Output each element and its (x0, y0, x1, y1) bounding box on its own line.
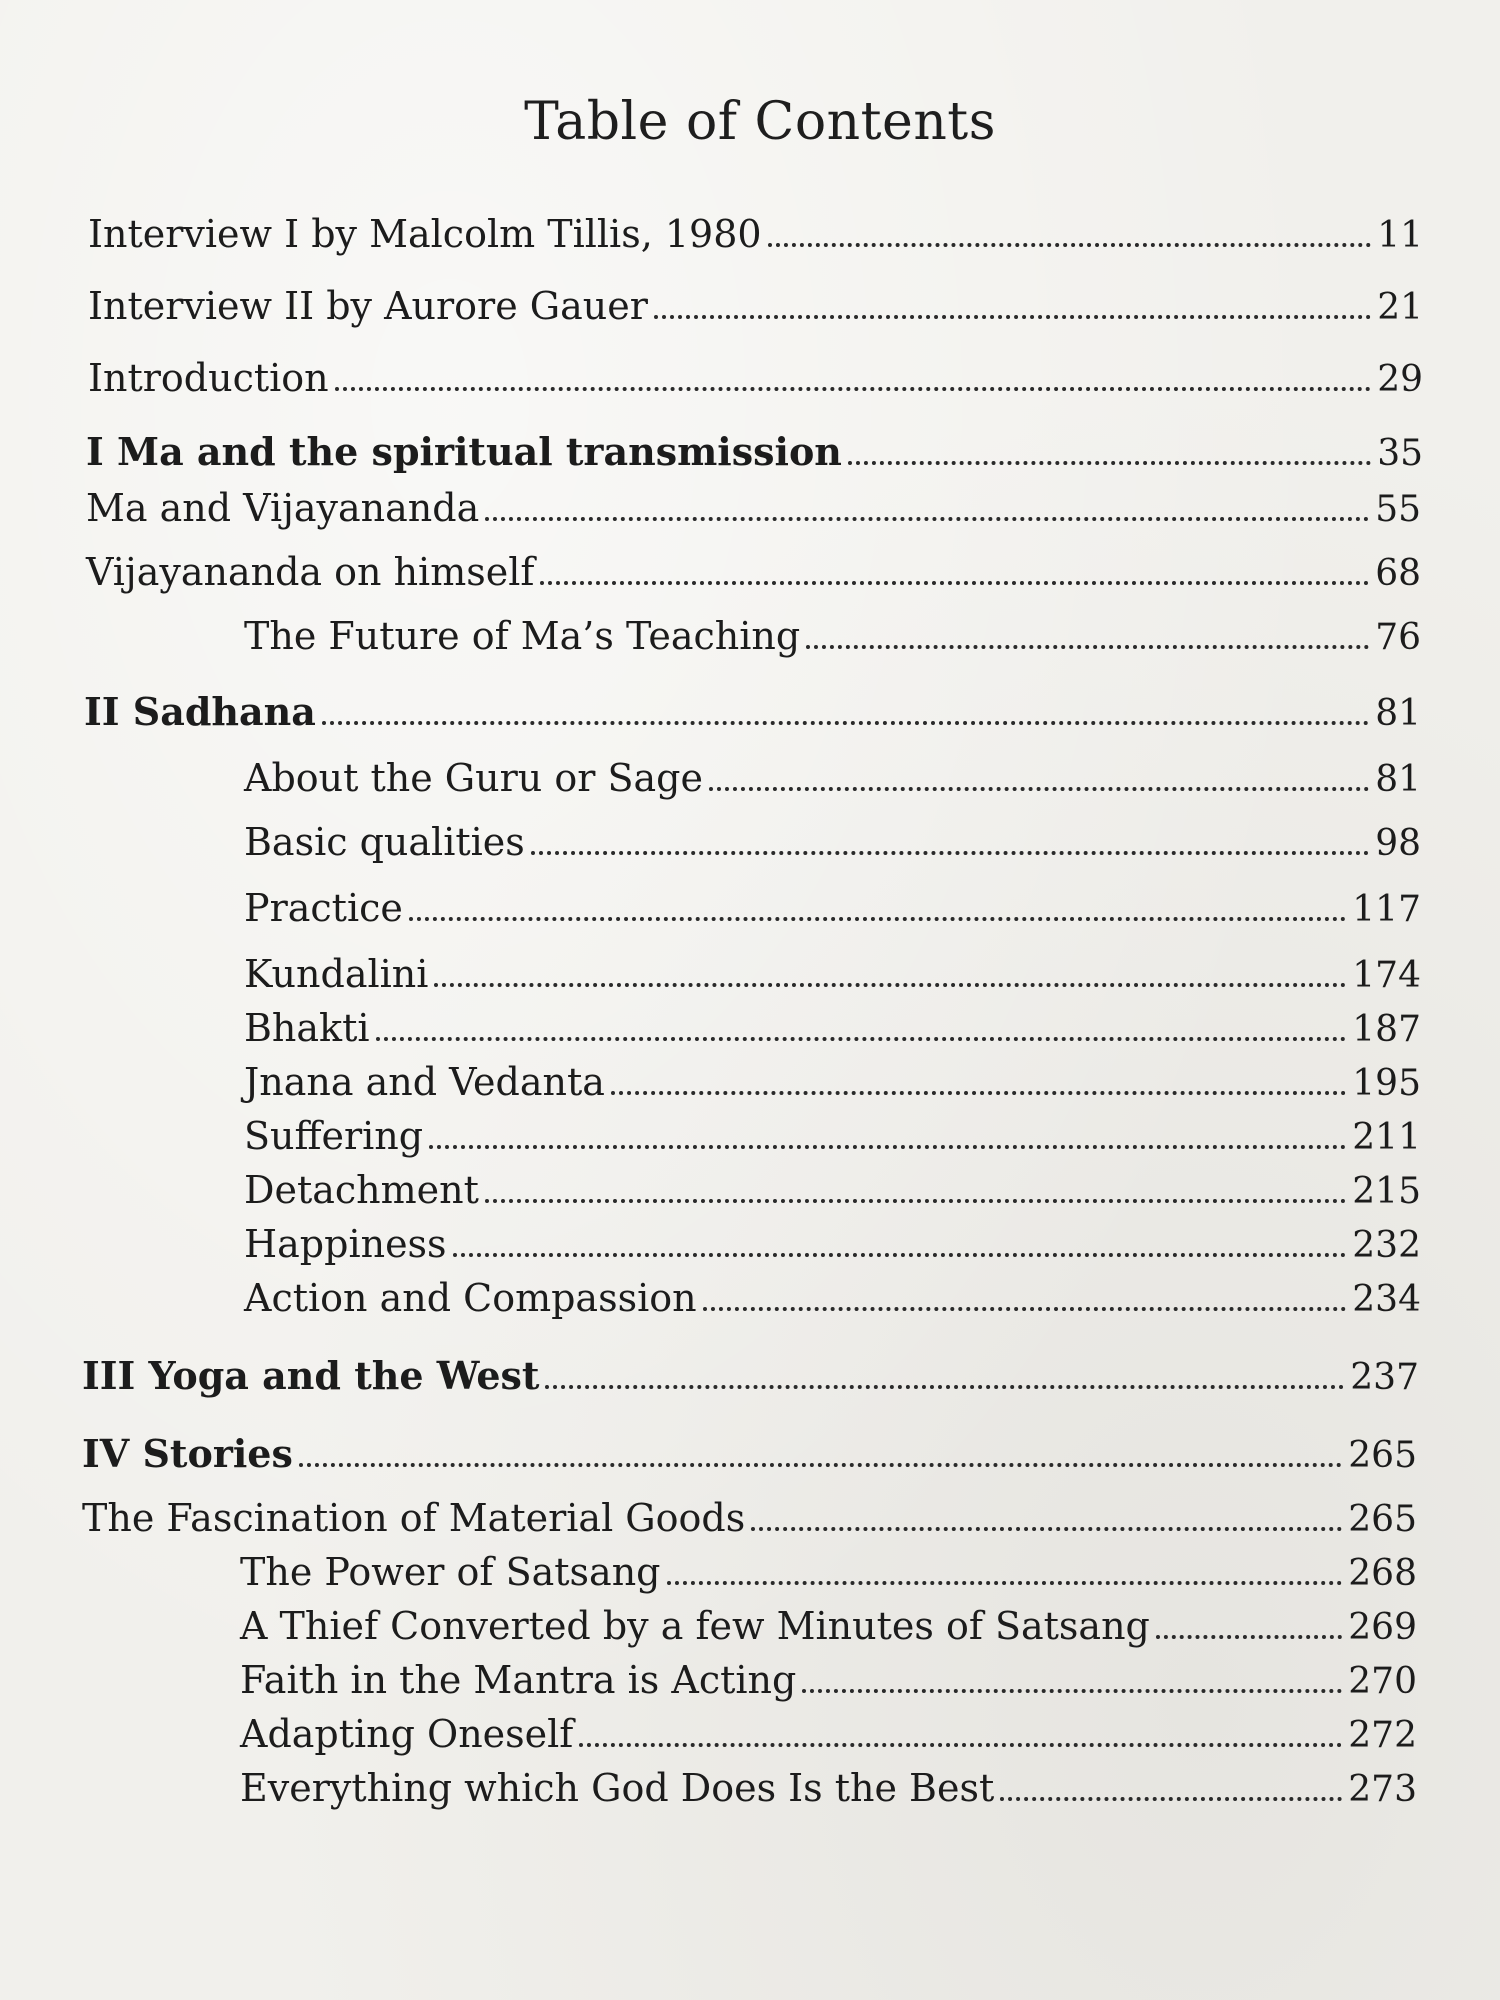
toc-subentry[interactable] (240, 1546, 1417, 1598)
toc-page-number: 68 (1375, 553, 1421, 594)
toc-entry-label: The Fascination of Material Goods (82, 1496, 746, 1540)
toc-entry-label: Kundalini (244, 952, 429, 996)
toc-entry[interactable] (88, 208, 1423, 260)
toc-entry-label: The Future of Ma’s Teaching (244, 614, 801, 658)
toc-subentry[interactable] (244, 1110, 1421, 1162)
toc-subentry[interactable] (244, 882, 1421, 934)
toc-entry-label: The Power of Satsang (240, 1550, 661, 1594)
toc-dot-leader (545, 1385, 1344, 1389)
toc-entry-label: Ma and Vijayananda (86, 486, 480, 530)
toc-page-number: 237 (1350, 1357, 1419, 1398)
toc-dot-leader (453, 1253, 1347, 1257)
toc-dot-leader (485, 1199, 1346, 1203)
toc-subentry[interactable] (244, 948, 1421, 1000)
toc-subentry[interactable] (244, 1164, 1421, 1216)
toc-page-number: 234 (1352, 1279, 1421, 1320)
toc-entry-label: Interview II by Aurore Gauer (88, 284, 648, 328)
toc-page-number: 98 (1375, 823, 1421, 864)
toc-subentry[interactable] (244, 610, 1421, 662)
toc-page-number: 268 (1348, 1553, 1417, 1594)
toc-entry[interactable] (88, 280, 1423, 332)
toc-page-number: 265 (1348, 1499, 1417, 1540)
toc-page-number: 187 (1352, 1009, 1421, 1050)
page-title: Table of Contents (524, 92, 996, 152)
toc-dot-leader (768, 243, 1372, 247)
toc-page-number: 273 (1348, 1769, 1417, 1810)
toc-entry-label: II Sadhana (84, 689, 316, 734)
toc-entry-label: Action and Compassion (244, 1276, 697, 1320)
toc-dot-leader (409, 917, 1346, 921)
toc-entry-label: Happiness (244, 1222, 447, 1266)
toc-page-number: 35 (1377, 433, 1423, 474)
toc-page-number: 55 (1375, 489, 1421, 530)
toc-page-number: 117 (1352, 889, 1421, 930)
toc-entry-label: Jnana and Vedanta (244, 1060, 605, 1104)
toc-page-number: 195 (1352, 1063, 1421, 1104)
toc-dot-leader (322, 721, 1369, 725)
toc-part-heading[interactable] (84, 686, 1421, 738)
toc-entry-label: Vijayananda on himself (86, 550, 535, 594)
toc-entry[interactable] (88, 352, 1423, 404)
toc-subentry[interactable] (244, 816, 1421, 868)
toc-page-number: 232 (1352, 1225, 1421, 1266)
toc-page-number: 270 (1348, 1661, 1417, 1702)
toc-subentry[interactable] (244, 1002, 1421, 1054)
toc-subentry[interactable] (240, 1708, 1417, 1760)
toc-page-number: 81 (1375, 693, 1421, 734)
toc-entry-label: III Yoga and the West (82, 1353, 540, 1398)
toc-entry-label: Practice (244, 886, 403, 930)
toc-entry-label: Suffering (244, 1114, 424, 1158)
toc-page-number: 272 (1348, 1715, 1417, 1756)
toc-dot-leader (376, 1037, 1347, 1041)
toc-page-number: 269 (1348, 1607, 1417, 1648)
toc-dot-leader (540, 581, 1369, 585)
toc-entry-label: Everything which God Does Is the Best (240, 1766, 995, 1810)
toc-subentry[interactable] (240, 1600, 1417, 1652)
toc-entry-label: Detachment (244, 1168, 479, 1212)
toc-page-number: 21 (1377, 287, 1423, 328)
toc-entry-label: Adapting Oneself (240, 1712, 574, 1756)
toc-dot-leader (751, 1527, 1342, 1531)
toc-entry[interactable] (86, 482, 1421, 534)
toc-entry-label: Bhakti (244, 1006, 370, 1050)
toc-dot-leader (299, 1463, 1342, 1467)
toc-entry-label: Faith in the Mantra is Acting (240, 1658, 797, 1702)
toc-dot-leader (1156, 1635, 1342, 1639)
toc-dot-leader (335, 387, 1372, 391)
toc-part-heading[interactable] (82, 1350, 1419, 1402)
toc-entry-label: About the Guru or Sage (244, 756, 703, 800)
toc-entry-label: A Thief Converted by a few Minutes of Satsang (240, 1604, 1150, 1648)
toc-page-number: 265 (1348, 1435, 1417, 1476)
toc-subentry[interactable] (244, 1056, 1421, 1108)
toc-dot-leader (485, 517, 1369, 521)
toc-dot-leader (703, 1307, 1347, 1311)
toc-entry-label: Introduction (88, 356, 329, 400)
toc-dot-leader (1000, 1797, 1342, 1801)
toc-dot-leader (709, 787, 1369, 791)
toc-page-number: 211 (1352, 1117, 1421, 1158)
toc-dot-leader (579, 1743, 1342, 1747)
toc-entry[interactable] (82, 1492, 1417, 1544)
toc-subentry[interactable] (240, 1762, 1417, 1814)
toc-page-number: 81 (1375, 759, 1421, 800)
toc-dot-leader (654, 315, 1371, 319)
toc-part-heading[interactable] (82, 1428, 1417, 1480)
toc-dot-leader (531, 851, 1369, 855)
toc-dot-leader (611, 1091, 1346, 1095)
toc-dot-leader (429, 1145, 1346, 1149)
toc-dot-leader (434, 983, 1346, 987)
toc-entry-label: IV Stories (82, 1431, 293, 1476)
toc-entry-label: Basic qualities (244, 820, 525, 864)
toc-page-number: 174 (1352, 955, 1421, 996)
toc-entry-label: Interview I by Malcolm Tillis, 1980 (88, 212, 762, 256)
toc-subentry[interactable] (244, 1272, 1421, 1324)
toc-subentry[interactable] (244, 752, 1421, 804)
toc-page-number: 29 (1377, 359, 1423, 400)
toc-subentry[interactable] (244, 1218, 1421, 1270)
toc-part-heading[interactable] (86, 426, 1423, 478)
toc-dot-leader (848, 461, 1371, 465)
toc-subentry[interactable] (240, 1654, 1417, 1706)
toc-dot-leader (802, 1689, 1342, 1693)
toc-entry[interactable] (86, 546, 1421, 598)
toc-dot-leader (806, 645, 1369, 649)
toc-entry-label: I Ma and the spiritual transmission (86, 429, 842, 474)
toc-page-number: 11 (1377, 215, 1423, 256)
toc-page-number: 76 (1375, 617, 1421, 658)
toc-page-number: 215 (1352, 1171, 1421, 1212)
toc-dot-leader (667, 1581, 1343, 1585)
